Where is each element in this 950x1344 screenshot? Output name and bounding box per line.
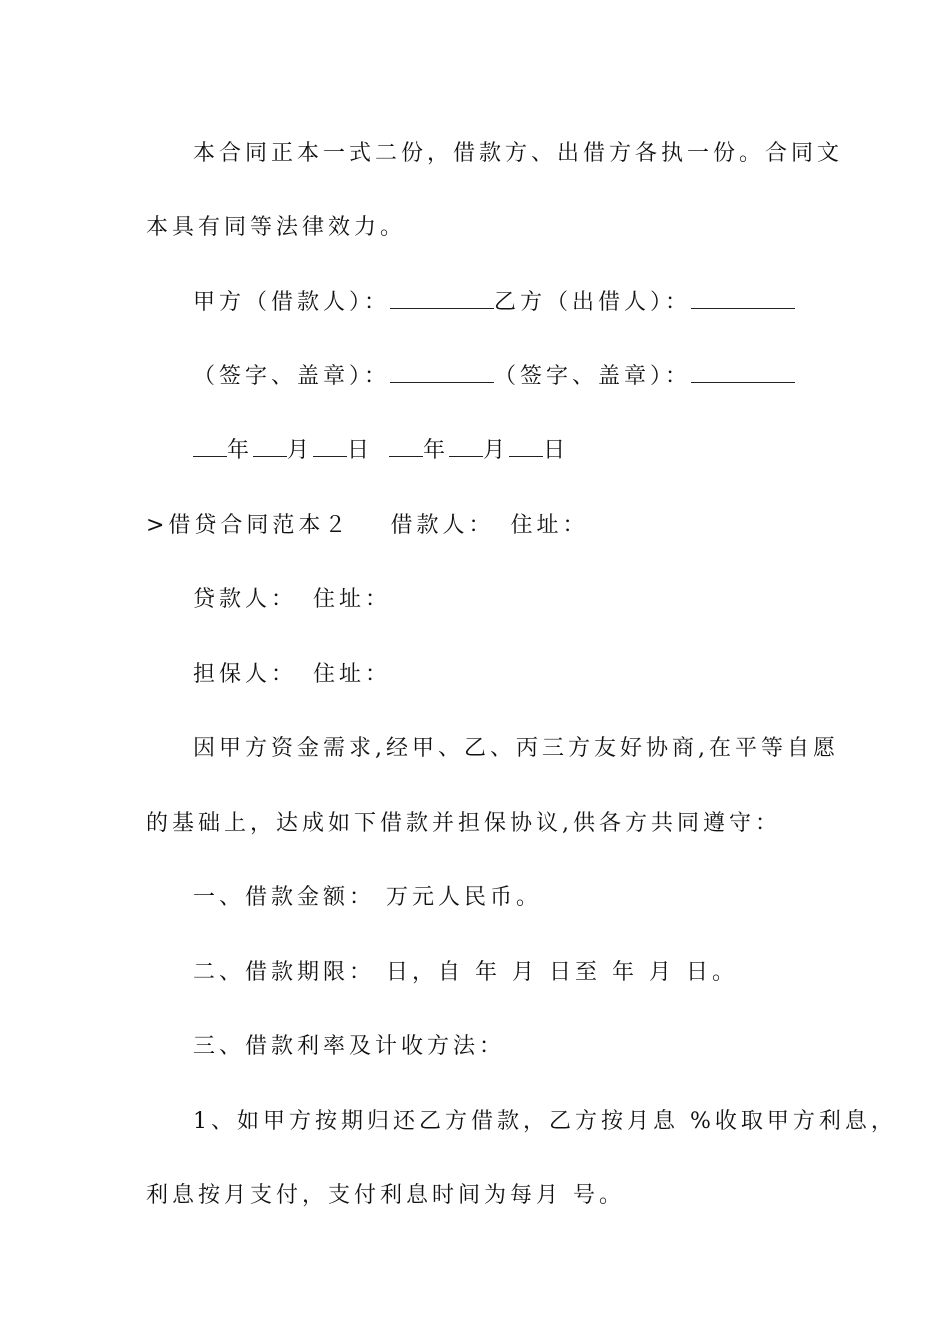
- date-year-b: 年: [423, 438, 450, 463]
- guarantor-address-label: 住址：: [313, 662, 392, 687]
- date-blank: [449, 436, 483, 457]
- date-month-b: 月: [483, 438, 510, 463]
- clause-2: 二、借款期限： 日，自 年 月 日至 年 月 日。: [193, 960, 738, 985]
- date-year-a: 年: [227, 438, 254, 463]
- sign-a-label: （签字、盖章）：: [193, 364, 391, 389]
- sign-b-label: （签字、盖章）：: [494, 364, 692, 389]
- borrower-address-label: 住址：: [510, 513, 589, 538]
- borrower-label: 借款人：: [390, 513, 495, 538]
- clause-3: 三、借款利率及计收方法：: [193, 1034, 506, 1059]
- section-2-title: >借贷合同范本２: [146, 513, 351, 538]
- clause-3-1-line-1: 1、如甲方按期归还乙方借款，乙方按月息 %收取甲方利息，: [193, 1109, 897, 1134]
- date-blank: [313, 436, 347, 457]
- date-blank: [193, 436, 227, 457]
- clause-1: 一、借款金额： 万元人民币。: [193, 885, 542, 910]
- section-2-heading-row: [146, 511, 588, 541]
- clause-3-1-line-2: 利息按月支付，支付利息时间为每月 号。: [146, 1183, 625, 1208]
- lender-label: 贷款人：: [193, 587, 298, 612]
- date-blank: [509, 436, 543, 457]
- paragraph-intro-line-2: 的基础上，达成如下借款并担保协议,供各方共同遵守：: [146, 811, 781, 836]
- date-day-a: 日: [347, 438, 374, 463]
- sign-b-blank: [691, 362, 795, 383]
- date-blank: [389, 436, 423, 457]
- guarantor-label: 担保人：: [193, 662, 298, 687]
- paragraph-intro-line-1: 因甲方资金需求,经甲、乙、丙三方友好协商,在平等自愿: [193, 736, 839, 761]
- lender-row: [193, 585, 391, 615]
- guarantor-row: [193, 660, 391, 690]
- party-a-label: 甲方（借款人）：: [193, 290, 391, 315]
- party-b-blank: [691, 288, 795, 309]
- signature-row: [193, 362, 795, 392]
- party-b-label: 乙方（出借人）：: [494, 290, 692, 315]
- party-row: [193, 288, 795, 318]
- lender-address-label: 住址：: [313, 587, 392, 612]
- date-day-b: 日: [543, 438, 570, 463]
- party-a-blank: [390, 288, 494, 309]
- sign-a-blank: [390, 362, 494, 383]
- date-blank: [253, 436, 287, 457]
- date-row: [193, 436, 569, 466]
- paragraph-copies-line-1: 本合同正本一式二份，借款方、出借方各执一份。合同文: [193, 141, 844, 166]
- date-month-a: 月: [287, 438, 314, 463]
- paragraph-copies-line-2: 本具有同等法律效力。: [146, 215, 407, 240]
